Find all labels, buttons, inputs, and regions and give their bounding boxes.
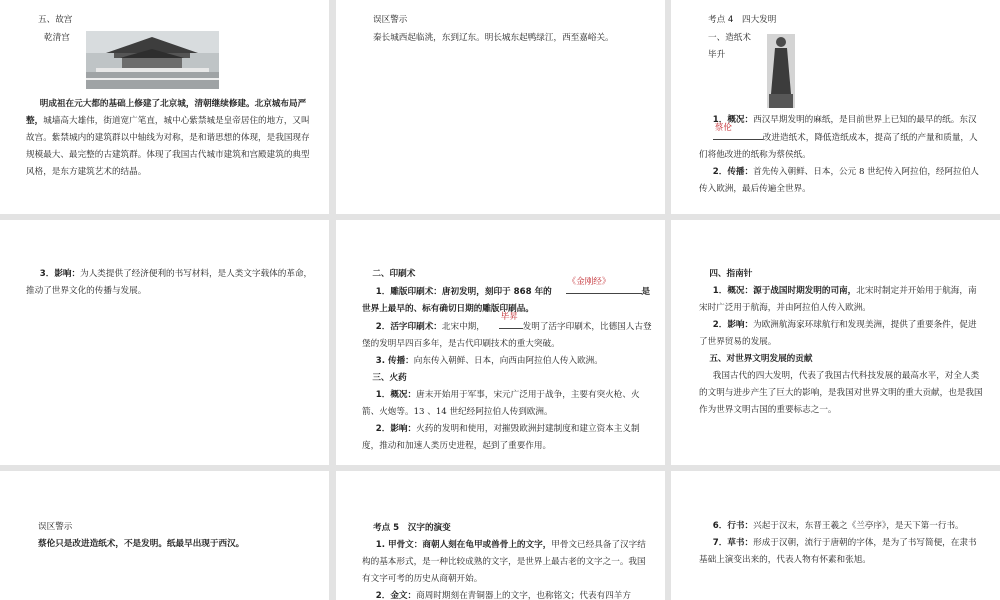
slide-compass-contribution[interactable] [671, 220, 1000, 465]
section-heading: 五、故宫 [38, 15, 73, 25]
slide-chinese-characters[interactable] [336, 471, 665, 600]
answer-text: 毕昇 [500, 312, 518, 322]
subsection-heading: 一、造纸术 [708, 33, 751, 43]
slide-forbidden-city[interactable] [0, 0, 329, 214]
item-label: 7．草书： [712, 538, 754, 548]
item-text: 是世界上最早的、标有确切日期的雕版印刷品。 [362, 287, 651, 314]
answer-text: 《金刚经》 [567, 277, 611, 287]
item-text: 北宋中期， [441, 322, 485, 332]
item-label: 1．概况： [712, 286, 754, 296]
photo-caption: 毕升 [708, 50, 726, 60]
item-text: 改进造纸术，降低造纸成本，提高了纸的产量和质量，人们将他改进的纸称为蔡侯纸。 [699, 133, 978, 160]
item-label: 2．金文： [375, 591, 417, 600]
statue-photo [767, 34, 795, 108]
answer-blank [552, 277, 642, 301]
item-label: 3. 传播： [375, 356, 414, 366]
topic-heading: 考点 4 四大发明 [708, 15, 777, 25]
item-label: 2．活字印刷术： [375, 322, 442, 332]
item-text: 向东传入朝鲜、日本，向西由阿拉伯人传入欧洲。 [413, 356, 603, 366]
item-label: 6．行书： [712, 521, 754, 531]
item-text: 唐末开始用于军事，宋元广泛用于战争，主要有突火枪、火箭、火炮等。13 、14 世纪经阿拉伯人传到欧洲。 [362, 390, 640, 417]
slide-paper-influence[interactable] [0, 220, 329, 465]
slide-great-wall-note[interactable] [336, 0, 665, 214]
palace-photo [86, 31, 219, 89]
para-bold: 明成祖在元大都的基础上修建了北京城，清朝继续修建。北京城布局严整， [26, 99, 307, 126]
item-text: 发明了活字印刷术，比德国人古登堡的发明早四百多年，是古代印刷技术的重大突破。 [362, 322, 652, 349]
item-label: 1. 甲骨文： [375, 540, 423, 550]
item-label: 3．影响： [39, 269, 81, 279]
answer-blank [485, 312, 523, 336]
item-label: 2．传播： [712, 167, 754, 177]
item-text: 甲骨文已经具备了汉字结构的基本形式，是一种比较成熟的文字，是世界上最古老的文字之一。我国有文字可考的历史从商朝开始。 [362, 540, 646, 584]
topic-heading: 考点 5 汉字的演变 [373, 523, 451, 533]
slide-paper-note[interactable] [0, 471, 329, 600]
paragraph: 我国古代的四大发明，代表了我国古代科技发展的最高水平，对全人类的文明与进步产生了巨大的影响，是我国对世界文明的重大贡献，也是我国作为世界文明古国的重要标志之一。 [699, 371, 983, 415]
subsection-heading: 三、火药 [372, 373, 407, 383]
note-text: 秦长城西起临洮，东到辽东。明长城东起鸭绿江，西至嘉峪关。 [373, 33, 614, 43]
photo-caption: 乾清宫 [44, 33, 70, 43]
note-text: 蔡伦只是改进造纸术，不是发明。纸最早出现于西汉。 [38, 539, 245, 549]
subsection-heading: 四、指南针 [709, 269, 753, 279]
item-bold: 商朝人刻在龟甲或兽骨上的文字， [422, 540, 552, 550]
subsection-heading: 二、印刷术 [372, 269, 416, 279]
answer-blank [699, 123, 763, 147]
note-heading: 误区警示 [38, 522, 73, 532]
item-label: 1．概况： [375, 390, 417, 400]
item-label: 2．影响： [375, 424, 417, 434]
item-text: 为人类提供了经济便利的书写材料，是人类文字载体的革命，推动了世界文化的传播与发展。 [26, 269, 313, 296]
slide-scripts[interactable] [671, 471, 1000, 600]
item-text: 为欧洲航海家环球航行和发现美洲，提供了重要条件，促进了世界贸易的发展。 [699, 320, 977, 347]
item-text: 首先传入朝鲜、日本，公元 8 世纪传入阿拉伯，经阿拉伯人传入欧洲，最后传遍全世界。 [699, 167, 979, 194]
item-label: 2．影响： [712, 320, 754, 330]
item-text: 火药的发明和使用，对摧毁欧洲封建制度和建立资本主义制度，推动和加速人类历史进程，起到了重要作用。 [362, 424, 640, 451]
item-text: 形成于汉朝，流行于唐朝的字体，是为了书写简便，在隶书基础上演变出来的，代表人物有怀素和张旭。 [699, 538, 977, 565]
item-text: 北宋时制定并开始用于航海，南宋时广泛用于航海，并由阿拉伯人传入欧洲。 [699, 286, 977, 313]
item-text: 兴起于汉末，东晋王羲之《兰亭序》，是天下第一行书。 [753, 521, 964, 531]
item-label: 1．概况： [712, 115, 754, 125]
item-label: 1．雕版印刷术： [375, 287, 442, 297]
item-text: 西汉早期发明的麻纸，是目前世界上已知的最早的纸。东汉 [753, 115, 977, 125]
item-text: 商周时期刻在青铜器上的文字，也称铭文；代表有四羊方 [416, 591, 631, 600]
slide-papermaking[interactable] [671, 0, 1000, 214]
subsection-heading: 五、对世界文明发展的贡献 [709, 354, 813, 364]
item-bold: 源于战国时期发明的司南， [753, 286, 857, 296]
para-text: 城墙高大雄伟，街道宽广笔直，城中心紫禁城是皇帝居住的地方，又叫故宫。紫禁城内的建筑群以中轴线为对称，是和谐思想的体现，是我国现存规模最大、最完整的古建筑群。体现了我国古代城市建筑和宫殿建筑的典型风格，是东方建筑艺术的结晶。 [26, 116, 310, 177]
note-heading: 误区警示 [373, 15, 408, 25]
item-text: 唐初发明，刻印于 868 年的 [441, 287, 552, 297]
answer-text: 蔡伦 [714, 123, 732, 133]
slide-printing-gunpowder[interactable] [336, 220, 665, 465]
